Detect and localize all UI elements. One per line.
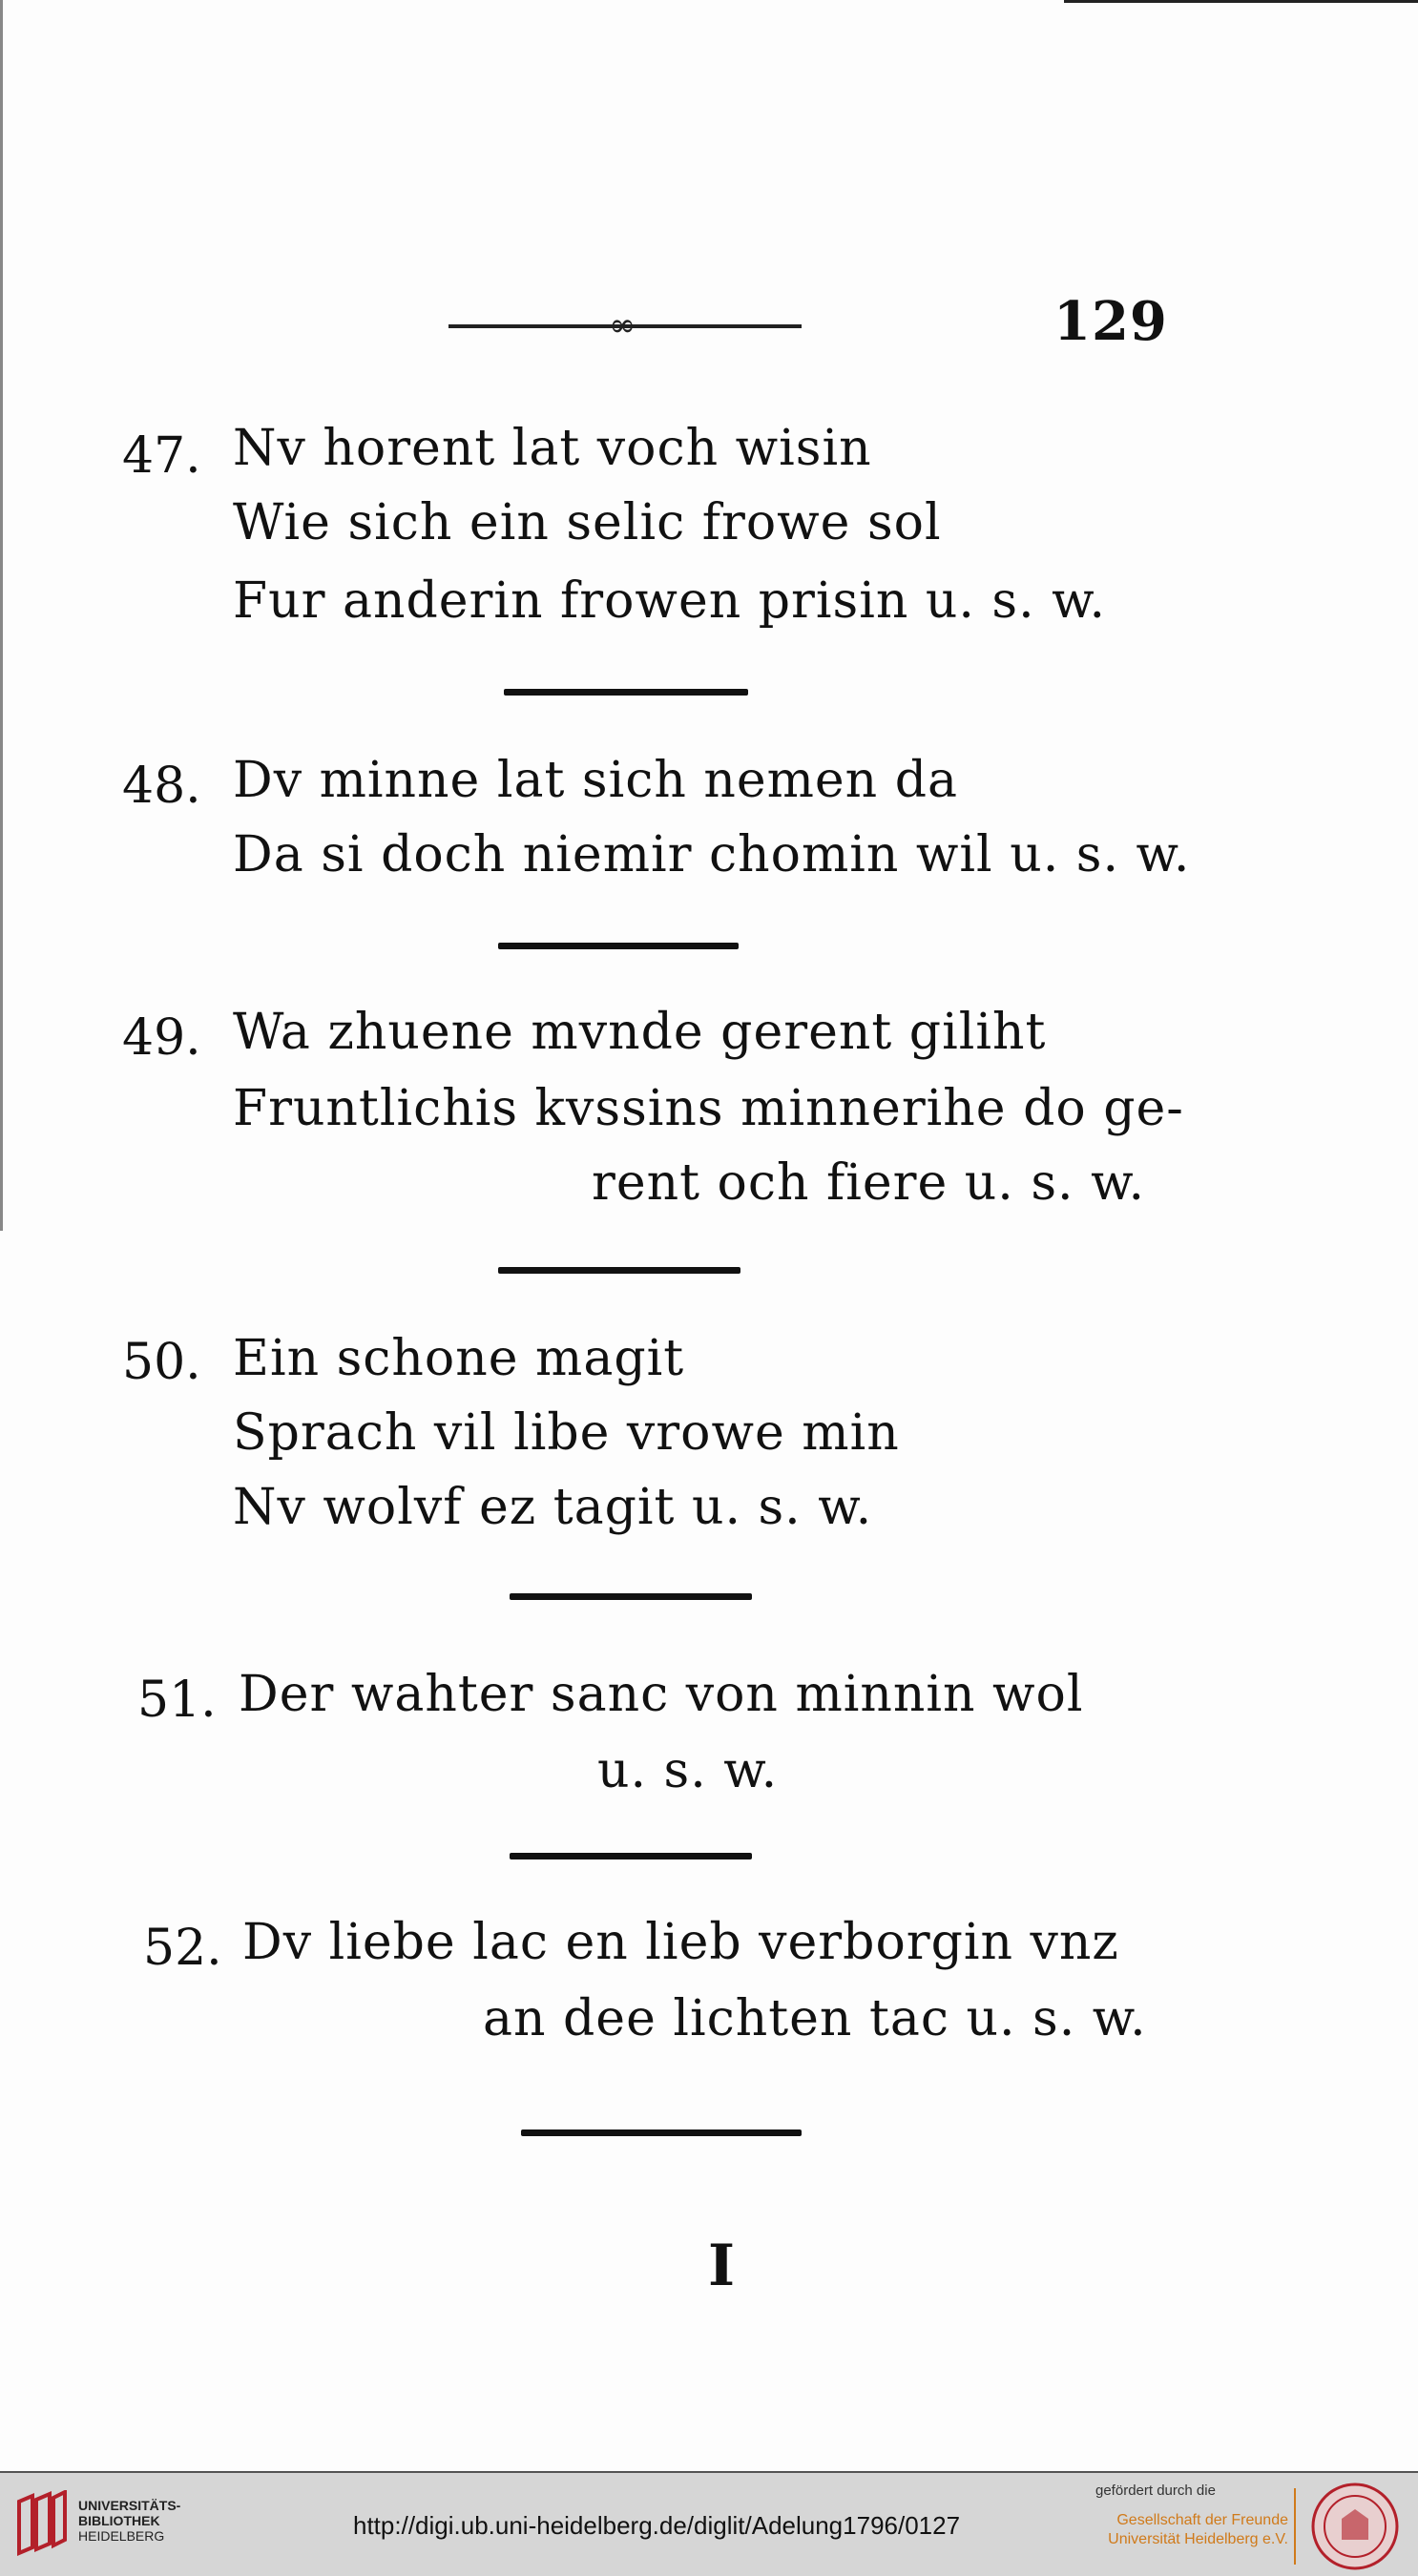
verse-line: Wie sich ein selic frowe sol [233,494,942,551]
sponsor-intro: gefördert durch die [1095,2483,1216,2499]
library-name [78,2498,180,2544]
verse-line: Fruntlichis kvssins minnerihe do ge- [233,1080,1184,1137]
scan-border-left [0,0,3,1231]
section-rule [510,1593,752,1600]
verse-line: Nv horent lat voch wisin [233,420,872,477]
verse-line: u. s. w. [597,1742,779,1799]
library-name-line: UNIVERSITÄTS- [78,2498,181,2513]
entry-number: 51. [137,1672,217,1729]
verse-line: Fur anderin frowen prisin u. s. w. [233,572,1107,630]
entry-number: 47. [122,427,201,485]
footer-bar [0,2471,1418,2576]
verse-line: Sprach vil libe vrowe min [233,1404,900,1462]
library-name-line: BIBLIOTHEK [78,2513,160,2528]
entry-number: 50. [122,1334,201,1391]
university-seal-icon [1309,2481,1401,2572]
ornament-knot-icon: ∞ [609,306,636,344]
entry-number: 48. [122,758,201,815]
sponsor-name-line: Universität Heidelberg e.V. [1108,2531,1288,2547]
header-ornament [448,286,811,343]
section-rule [498,943,739,949]
section-rule [498,1267,740,1274]
verse-line: an dee lichten tac u. s. w. [483,1990,1147,2047]
scan-border-top [1064,0,1418,3]
library-name-line: HEIDELBERG [78,2528,165,2544]
verse-line: Nv wolvf ez tagit u. s. w. [233,1479,873,1536]
verse-line: Der wahter sanc von minnin wol [239,1666,1084,1723]
entry-number: 49. [122,1009,201,1067]
signature-mark: I [708,2233,736,2299]
verse-line: Dv minne lat sich nemen da [233,752,958,809]
sponsor-divider [1294,2488,1296,2565]
verse-line: rent och fiere u. s. w. [592,1154,1145,1212]
library-logo-icon [13,2490,71,2559]
entry-number: 52. [143,1920,222,1977]
section-rule [521,2129,802,2136]
permalink-url[interactable]: http://digi.ub.uni-heidelberg.de/diglit/Adelung1796/0127 [353,2511,961,2540]
sponsor-name [1107,2511,1288,2549]
verse-line: Da si doch niemir chomin wil u. s. w. [233,826,1191,883]
section-rule [510,1853,752,1859]
section-rule [504,689,748,696]
verse-line: Wa zhuene mvnde gerent giliht [233,1004,1047,1061]
verse-line: Dv liebe lac en lieb verborgin vnz [242,1914,1119,1971]
page-number: 129 [1053,290,1168,353]
verse-line: Ein schone magit [233,1330,685,1387]
sponsor-name-line: Gesellschaft der Freunde [1116,2512,1288,2528]
